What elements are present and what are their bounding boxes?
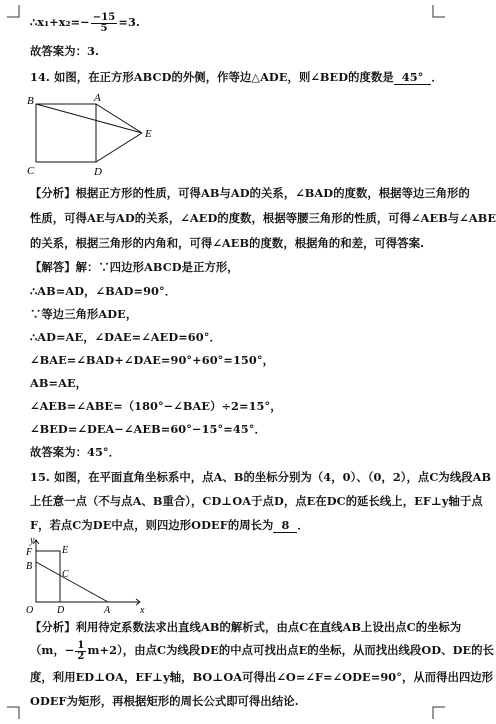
q15-analysis-line-4: ODEF为矩形，再根据矩形的周长公式即可得出结论. (30, 694, 299, 708)
answer-line: 故答案为：3. (30, 44, 99, 58)
q14-analysis-line-1: 【分析】根据正方形的性质，可得AB与AD的关系，∠BAD的度数，根据等边三角形的 (30, 186, 470, 200)
fraction (75, 641, 86, 662)
q14-solution-line-5: ∠BAE=∠BAD+∠DAE=90°+60°=150°， (30, 353, 274, 367)
label-y: y (30, 535, 35, 546)
segment-ae (96, 104, 142, 133)
q14-stem (30, 70, 443, 85)
fraction-denominator: 5 (100, 22, 108, 34)
corner-mark-bottom-left (6, 706, 20, 720)
q15-stem-line-2: 上任意一点（不与点A、B重合），CD⊥OA于点D，点E在DC的延长线上，EF⊥y轴于点 (30, 494, 483, 508)
q14-solution-line-2: ∴AB=AD，∠BAD=90°． (30, 284, 177, 298)
corner-mark-top-left (6, 4, 20, 18)
q14-answer-blank: 45° (394, 70, 432, 85)
q14-stem-text: 如图，在正方形ABCD的外侧，作等边△ADE，则∠BED的度数是 (54, 70, 394, 84)
fraction-numerator: −15 (92, 11, 116, 23)
fraction-denominator: 2 (77, 650, 85, 662)
coord-prefix: （m，− (30, 643, 75, 657)
label-d: D (57, 605, 65, 616)
q15-stem-end: ． (297, 518, 309, 532)
coord-suffix: m+2），由点C为线段DE的中点可找出点E的坐标，从而找出线段OD、DE的长 (87, 643, 494, 657)
corner-mark-top-right (432, 4, 446, 18)
fraction (91, 13, 118, 34)
q14-solution-line-7: ∠AEB=∠ABE=（180°−∠BAE）÷2=15°， (30, 399, 282, 413)
label-b: B (26, 561, 33, 572)
segment-de (96, 133, 142, 162)
label-a: A (94, 92, 101, 104)
q14-solution-line-3: ∵等边三角形ADE， (30, 307, 138, 321)
q15-stem-text-1: 如图，在平面直角坐标系中，点A、B的坐标分别为（4，0）、（0，2），点C为线段AB (54, 470, 492, 484)
label-x: x (140, 605, 145, 616)
question-number: 15. (30, 470, 50, 484)
q14-solution-line-1: 【解答】解：∵四边形ABCD是正方形， (30, 260, 239, 274)
sum-of-roots-line (30, 12, 140, 34)
label-a: A (104, 605, 111, 616)
label-e: E (145, 128, 152, 140)
label-b: B (27, 95, 34, 107)
segment-be (36, 104, 142, 133)
q14-stem-end: ． (431, 70, 443, 84)
sum-suffix: =3. (118, 15, 140, 29)
q15-analysis-line-3: 度，利用ED⊥OA，EF⊥y轴，BO⊥OA可得出∠O=∠F=∠ODE=90°，从而得出四边形 (30, 670, 494, 684)
q14-figure-square-triangle (24, 92, 164, 180)
q15-analysis-line-2 (30, 638, 494, 662)
question-number: 14. (30, 70, 50, 84)
q15-analysis-line-1: 【分析】利用待定系数法求出直线AB的解析式，由点C在直线AB上设出点C的坐标为 (30, 620, 462, 634)
label-f: F (26, 547, 33, 558)
q14-solution-line-9: 故答案为：45°． (30, 445, 121, 459)
rectangle-odef (36, 551, 60, 602)
corner-mark-bottom-right (432, 706, 446, 720)
q14-solution-line-6: AB=AE， (30, 376, 88, 390)
q14-solution-line-4: ∴AD=AE，∠DAE=∠AED=60°． (30, 330, 221, 344)
q14-analysis-line-2: 性质，可得AE与AD的关系，∠AED的度数，根据等腰三角形的性质，可得∠AEB与∠ABE (30, 211, 496, 225)
q15-figure-coordinate-plane (22, 534, 152, 614)
segment-ab (36, 562, 108, 602)
fraction-numerator: 1 (77, 639, 85, 651)
label-d: D (94, 166, 102, 178)
label-c: C (27, 165, 35, 177)
q15-answer-blank: 8 (273, 518, 297, 533)
label-c: C (62, 569, 69, 580)
sum-prefix: ∴x₁+x₂=− (30, 15, 90, 29)
q14-solution-line-8: ∠BED=∠DEA−∠AEB=60°−15°=45°． (30, 422, 266, 436)
q15-stem-text-3: F，若点C为DE中点，则四边形ODEF的周长为 (30, 518, 274, 532)
q15-stem-line-3 (30, 518, 309, 533)
label-e: E (62, 545, 69, 556)
label-o: O (26, 605, 34, 616)
q14-analysis-line-3: 的关系，根据三角形的内角和，可得∠AEB的度数，根据角的和差，可得答案. (30, 236, 425, 250)
q15-stem-line-1 (30, 470, 491, 484)
